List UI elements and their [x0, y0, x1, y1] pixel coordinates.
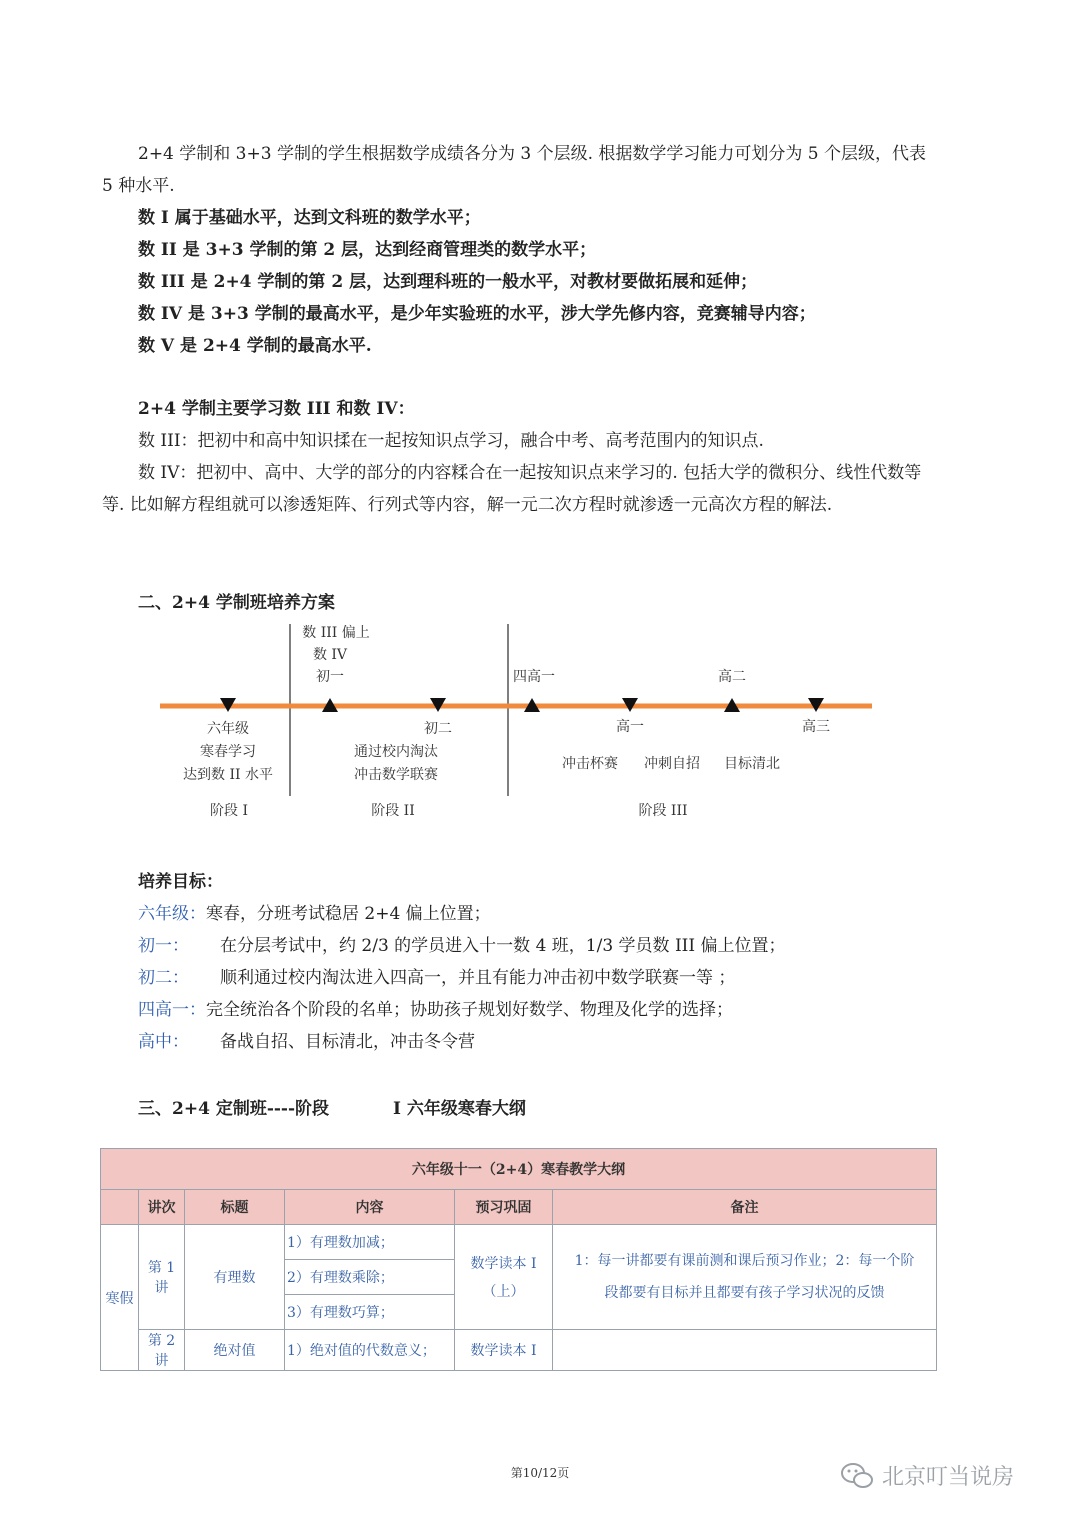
watermark-text: 北京叮当说房 — [882, 1465, 1015, 1490]
tl-label-high1: 高一 — [616, 719, 644, 735]
tl-goal-self-recruit: 冲刺自招 — [644, 756, 700, 772]
notes-cell — [553, 1225, 937, 1330]
level-2: 数 II 是 3+3 学制的第 2 层，达到经商管理类的数学水平； — [138, 240, 597, 260]
goal-label: 初二： — [138, 968, 189, 988]
tl-label-high2: 高二 — [718, 669, 746, 685]
tl-label-math-league: 冲击数学联赛 — [354, 767, 438, 783]
section3-heading-a: 三、2+4 定制班----阶段 — [138, 1099, 330, 1119]
lecture-cell: 第 2 讲 — [139, 1330, 185, 1371]
table-title-row — [101, 1149, 937, 1190]
goal-item — [138, 898, 491, 930]
wechat-icon — [840, 1461, 874, 1491]
goal-item — [138, 1026, 475, 1058]
goal-text: 在分层考试中，约 2/3 的学员进入十一数 4 班，1/3 学员数 III 偏上位置； — [220, 936, 786, 956]
notes-cell-empty — [553, 1330, 937, 1371]
tl-label-four-high1: 四高一 — [513, 669, 555, 685]
content-cell: 3）有理数巧算； — [285, 1295, 455, 1330]
tl-stage-2: 阶段 II — [371, 803, 415, 819]
section3-heading-b: I 六年级寒春大纲 — [392, 1099, 526, 1119]
header-title: 标题 — [185, 1190, 285, 1225]
title-cell: 绝对值 — [185, 1330, 285, 1371]
title-cell: 有理数 — [185, 1225, 285, 1330]
preview-cell — [455, 1225, 553, 1330]
intro-paragraph: 2+4 学制和 3+3 学制的学生根据数学成绩各分为 3 个层级. 根据数学学习能力可划分为 5 个层级，代表 5 种水平. — [102, 144, 927, 196]
goals-heading: 培养目标： — [138, 872, 223, 892]
lecture-cell: 第 1 讲 — [139, 1225, 185, 1330]
level-4: 数 IV 是 3+3 学制的最高水平，是少年实验班的水平，涉大学先修内容，竞赛辅导内容； — [138, 304, 816, 324]
preview-text-2: （上） — [482, 1284, 525, 1300]
tl-label-reach-math2: 达到数 II 水平 — [183, 767, 273, 783]
tl-label-grade8: 初二 — [424, 721, 452, 737]
section2-heading: 二、2+4 学制班培养方案 — [138, 593, 335, 613]
goal-label: 初一： — [138, 936, 189, 956]
goal-text: 顺利通过校内淘汰进入四高一，并且有能力冲击初中数学联赛一等 ； — [220, 968, 736, 988]
tl-goal-cup: 冲击杯赛 — [562, 756, 618, 772]
tl-stage-1: 阶段 I — [210, 803, 248, 819]
tl-stage-3: 阶段 III — [638, 803, 688, 819]
goal-label: 四高一： — [138, 1000, 206, 1020]
goal-label: 高中： — [138, 1032, 189, 1052]
tl-label-math3-upper: 数 III 偏上 — [302, 625, 370, 641]
main-study-heading: 2+4 学制主要学习数 III 和数 IV： — [138, 399, 415, 419]
section3-heading — [138, 1094, 526, 1119]
header-notes: 备注 — [553, 1190, 937, 1225]
header-lecture: 讲次 — [139, 1190, 185, 1225]
goal-text: 备战自招、目标清北，冲击冬令营 — [220, 1032, 475, 1052]
main-study-item-2: 数 IV：把初中、高中、大学的部分的内容糅合在一起按知识点来学习的. 包括大学的微积分、线性代数等等. 比如解方程组就可以渗透矩阵、行列式等内容，解一元二次方程时就渗透一元高次方程的解法. — [102, 463, 922, 515]
note-line-2: 段都要有目标并且都要有孩子学习状况的反馈 — [604, 1285, 885, 1301]
level-5: 数 V 是 2+4 学制的最高水平. — [138, 336, 372, 356]
table-title: 六年级十一（2+4）寒春教学大纲 — [101, 1149, 937, 1190]
tl-label-high3: 高三 — [802, 719, 830, 735]
tl-label-grade7: 初一 — [316, 669, 344, 685]
content-cell: 1）有理数加减； — [285, 1225, 455, 1260]
goal-item — [138, 962, 735, 994]
timeline-diagram — [150, 620, 890, 840]
header-content: 内容 — [285, 1190, 455, 1225]
goal-text: 完全统治各个阶段的名单；协助孩子规划好数学、物理及化学的选择； — [206, 1000, 733, 1020]
table-row — [101, 1330, 937, 1371]
table-header-row — [101, 1190, 937, 1225]
content-cell: 1）绝对值的代数意义； — [285, 1330, 455, 1371]
tl-label-grade6: 六年级 — [207, 721, 249, 737]
page-number: 第10/12页 — [510, 1466, 570, 1480]
goal-label: 六年级： — [138, 904, 206, 924]
watermark — [840, 1460, 1014, 1491]
term-cell: 寒假 — [101, 1225, 139, 1371]
goal-text: 寒春，分班考试稳居 2+4 偏上位置； — [206, 904, 491, 924]
tl-label-winter-study: 寒春学习 — [200, 744, 256, 760]
content-cell: 2）有理数乘除； — [285, 1260, 455, 1295]
header-preview: 预习巩固 — [455, 1190, 553, 1225]
syllabus-table — [100, 1148, 937, 1371]
note-line-1: 1：每一讲都要有课前测和课后预习作业；2：每一个阶 — [574, 1253, 915, 1269]
goal-item — [138, 930, 786, 962]
goal-item — [138, 994, 733, 1026]
tl-goal-tsinghua-pku: 目标清北 — [724, 756, 780, 772]
table-row — [101, 1225, 937, 1260]
level-3: 数 III 是 2+4 学制的第 2 层，达到理科班的一般水平，对教材要做拓展和延伸； — [138, 272, 758, 292]
tl-label-pass-elimination: 通过校内淘汰 — [354, 744, 438, 760]
preview-cell: 数学读本 I — [455, 1330, 553, 1371]
tl-label-math4: 数 IV — [312, 647, 348, 663]
header-empty — [101, 1190, 139, 1225]
preview-text: 数学读本 I — [470, 1256, 537, 1272]
level-1: 数 I 属于基础水平，达到文科班的数学水平； — [138, 208, 481, 228]
main-study-item-1: 数 III：把初中和高中知识揉在一起按知识点学习，融合中考、高考范围内的知识点. — [138, 431, 764, 451]
